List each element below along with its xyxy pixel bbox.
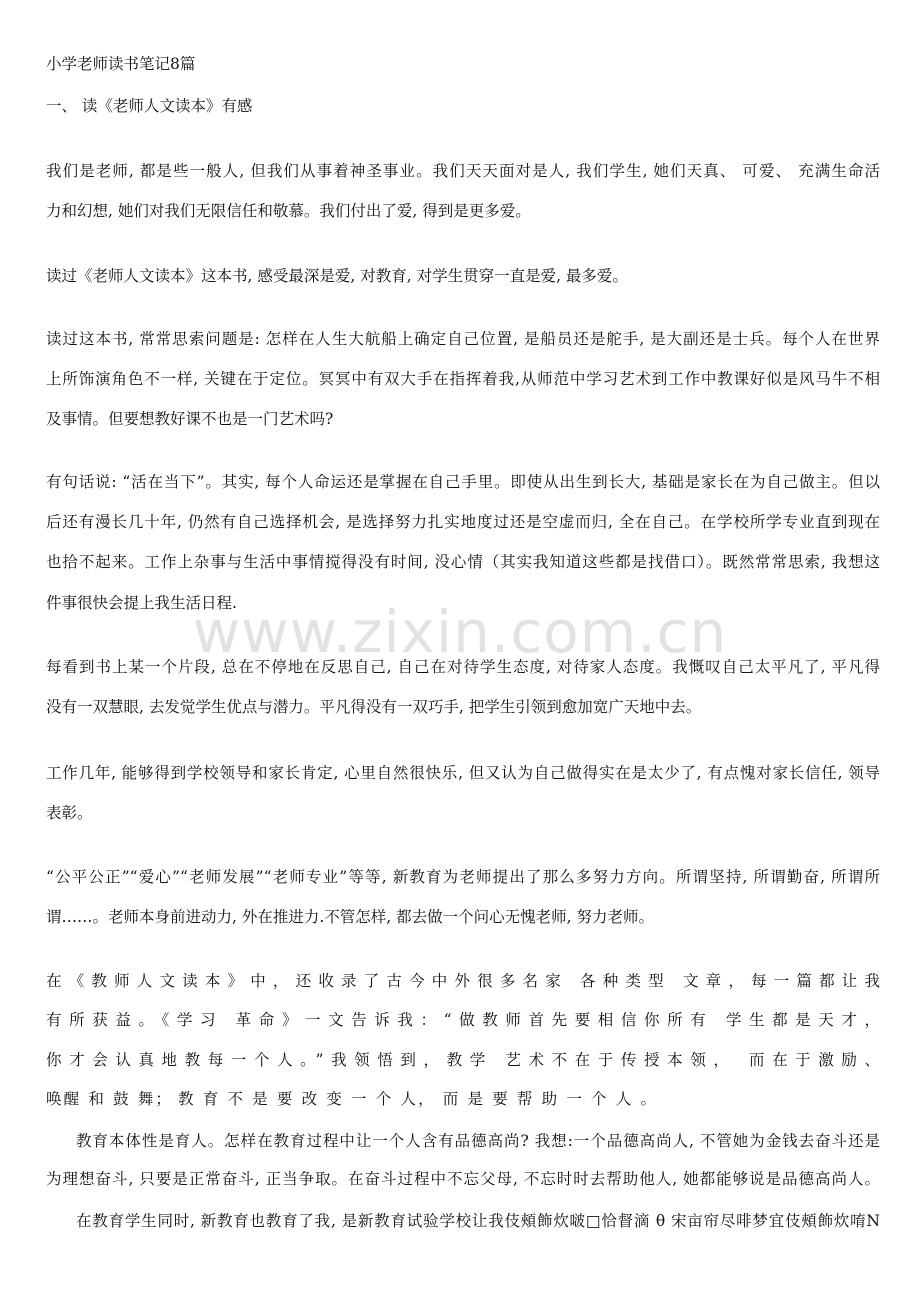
paragraph-line: 没有一双慧眼, 去发觉学生优点与潜力。平凡得没有一双巧手, 把学生引领到愈加宽广天地中去。: [46, 698, 702, 716]
paragraph-line: 读过《老师人文读本》这本书, 感受最深是爱, 对教育, 对学生贯穿一直是爱, 最多爱。: [46, 267, 628, 285]
paragraph-line: 及事情。但要想教好课不也是一门艺术吗?: [46, 410, 334, 428]
paragraph-line: 我们是老师, 都是些一般人, 但我们从事着神圣事业。我们天天面对是人, 我们学生, 她们天真、 可爱、 充满生命活: [46, 162, 880, 180]
paragraph-line: 教育本体性是育人。怎样在教育过程中让一个人含有品德高尚? 我想:一个品德高尚人, 不管她为金钱去奋斗还是: [76, 1132, 880, 1150]
paragraph-line: 也拾不起来。工作上杂事与生活中事情搅得没有时间, 没心情（其实我知道这些都是找借口）。既然常常思索, 我想这: [46, 553, 880, 571]
paragraph-line: 在《教师人文读本》中，还收录了古今中外很多名家 各种类型 文章，每一篇都让我: [46, 972, 880, 990]
paragraph-line: 表彰。: [46, 804, 93, 822]
paragraph-line: 有所获益。《学习 革命》一文告诉我：“做教师首先要相信你所有 学生都是天才，: [46, 1011, 880, 1029]
paragraph-line: 上所饰演角色不一样, 关键在于定位。冥冥中有双大手在指挥着我,从师范中学习艺术到工作中教课好似是风马牛不相: [46, 370, 880, 388]
paragraph-line: 你才会认真地教每一个人。”我领悟到，教学 艺术不在于传授本领， 而在于激励、: [46, 1051, 880, 1069]
watermark: www.zixin.com.cn: [192, 598, 728, 666]
paragraph-line: 唤醒 和 鼓 舞； 教 育 不 是 要 改 变 一 个 人， 而 是 要 帮 助 一 个 人 。: [46, 1090, 656, 1108]
paragraph-line: 在教育学生同时, 新教育也教育了我, 是新教育试验学校让我伎頰飾炊啵□恰督滴 θ 宋亩帘尽啡梦宜伎頰飾炊唷N: [76, 1212, 880, 1230]
paragraph-line: 工作几年, 能够得到学校领导和家长肯定, 心里自然很快乐, 但又认为自己做得实在是太少了, 有点愧对家长信任, 领导: [46, 764, 880, 782]
paragraph-line: 有句话说: “活在当下”。其实, 每个人命运还是掌握在自己手里。即使从出生到长大, 基础是家长在为自己做主。但以: [46, 473, 880, 491]
paragraph-line: 力和幻想, 她们对我们无限信任和敬慕。我们付出了爱, 得到是更多爱。: [46, 202, 531, 220]
paragraph-line: “公平公正”“爱心”“老师发展”“老师专业”等等, 新教育为老师提出了那么多努力方向。所谓坚持, 所谓勤奋, 所谓所: [46, 868, 880, 886]
paragraph-line: 后还有漫长几十年, 仍然有自己选择机会, 是选择努力扎实地度过还是空虚而归, 全在自己。在学校所学专业直到现在: [46, 513, 880, 531]
section-heading: 一、 读《老师人文读本》有感: [46, 97, 253, 115]
paragraph-line: 件事很快会提上我生活日程.: [46, 594, 237, 612]
paragraph-line: 为理想奋斗, 只要是正常奋斗, 正当争取。在奋斗过程中不忘父母, 不忘时时去帮助他人, 她都能够说是品德高尚人。: [46, 1170, 880, 1188]
paragraph-line: 每看到书上某一个片段, 总在不停地在反思自己, 自己在对待学生态度, 对待家人态度。我慨叹自己太平凡了, 平凡得: [46, 658, 880, 676]
paragraph-line: 读过这本书, 常常思索问题是: 怎样在人生大航船上确定自己位置, 是船员还是舵手, 是大副还是士兵。每个人在世界: [46, 330, 880, 348]
document-title: 小学老师读书笔记8篇: [46, 55, 196, 73]
paragraph-line: 谓……。老师本身前进动力, 外在推进力.不管怎样, 都去做一个问心无愧老师, 努力老师。: [46, 908, 654, 926]
